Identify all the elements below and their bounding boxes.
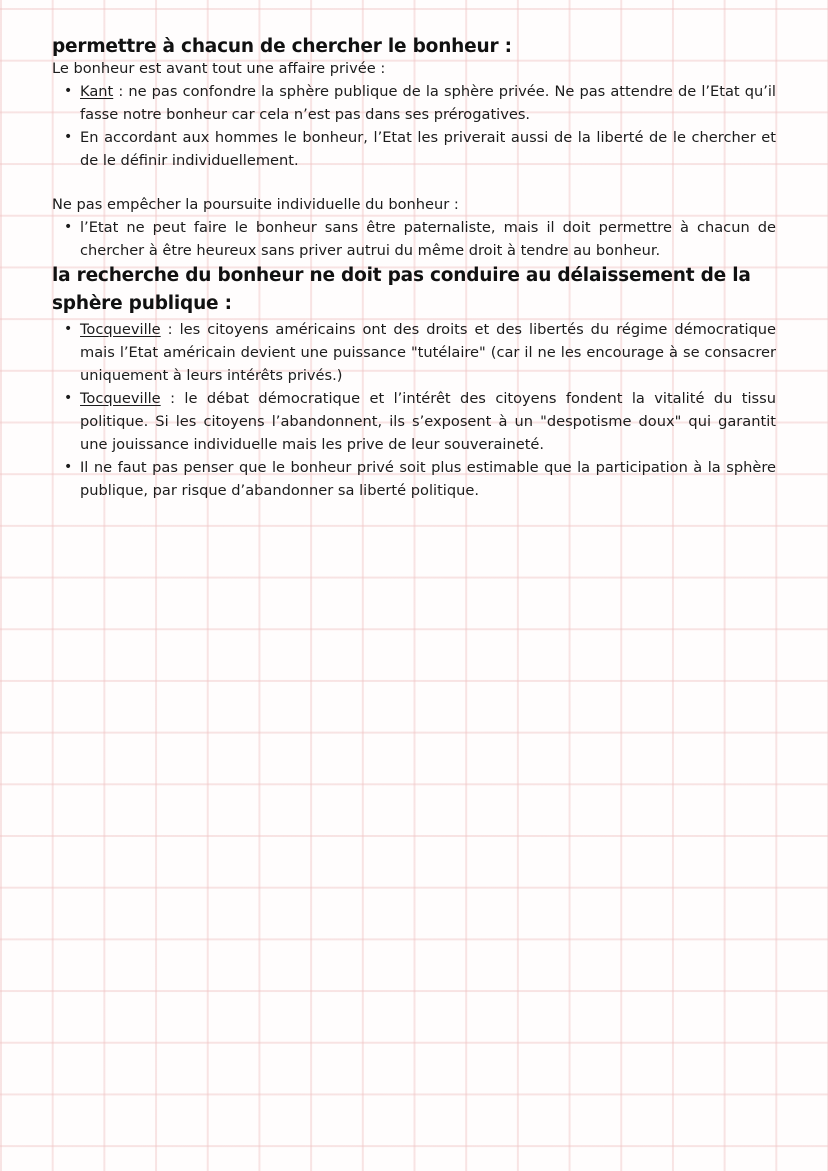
list-item: [52, 456, 776, 502]
bullet-icon: •: [64, 459, 73, 475]
section-heading-pursuit: permettre à chacun de chercher le bonheur :: [52, 36, 512, 57]
bullet-icon: •: [64, 129, 73, 145]
list-item: [52, 80, 776, 126]
list-item-text: l’Etat ne peut faire le bonheur sans être paternaliste, mais il doit permettre à chacun de chercher à être heureux sans priver autrui du même droit à tendre au bonheur.: [80, 219, 776, 259]
list-item-text: : les citoyens américains ont des droits et des libertés du régime démocratique mais l’Etat américain devient une puissance "tutélaire" (car il ne les encourage à se consacrer uniquement à leurs intérêts privés.): [80, 321, 776, 384]
author-name: Kant: [80, 83, 114, 100]
bullet-list-private: [52, 80, 776, 172]
author-name: Tocqueville: [80, 390, 161, 407]
bullet-icon: •: [64, 83, 73, 99]
section-intro-private: Le bonheur est avant tout une affaire privée :: [52, 60, 386, 77]
list-item: [52, 126, 776, 172]
list-item: [52, 318, 776, 387]
bullet-list-individual: [52, 216, 776, 262]
section-heading-public-sphere: la recherche du bonheur ne doit pas conduire au délaissement de la sphère publique :: [52, 265, 751, 314]
list-item-text: Il ne faut pas penser que le bonheur privé soit plus estimable que la participation à la sphère publique, par risque d’abandonner sa liberté politique.: [80, 459, 776, 499]
spacer: [52, 172, 776, 194]
list-item-text: : ne pas confondre la sphère publique de la sphère privée. Ne pas attendre de l’Etat qu’il fasse notre bonheur car cela n’est pas dans ses prérogatives.: [80, 83, 776, 123]
bullet-icon: •: [64, 321, 73, 337]
list-item: [52, 216, 776, 262]
bullet-icon: •: [64, 219, 73, 235]
bullet-icon: •: [64, 390, 73, 406]
document-page: [52, 36, 776, 502]
list-item: [52, 387, 776, 456]
bullet-list-public: [52, 318, 776, 502]
list-item-text: : le débat démocratique et l’intérêt des citoyens fondent la vitalité du tissu politique. Si les citoyens l’abandonnent, ils s’exposent à un "despotisme doux" qui garantit une jouissance individuelle mais les prive de leur souveraineté.: [80, 390, 776, 453]
list-item-text: En accordant aux hommes le bonheur, l’Etat les priverait aussi de la liberté de le chercher et de le définir individuellement.: [80, 129, 776, 169]
author-name: Tocqueville: [80, 321, 161, 338]
section-intro-individual: Ne pas empêcher la poursuite individuelle du bonheur :: [52, 196, 459, 213]
